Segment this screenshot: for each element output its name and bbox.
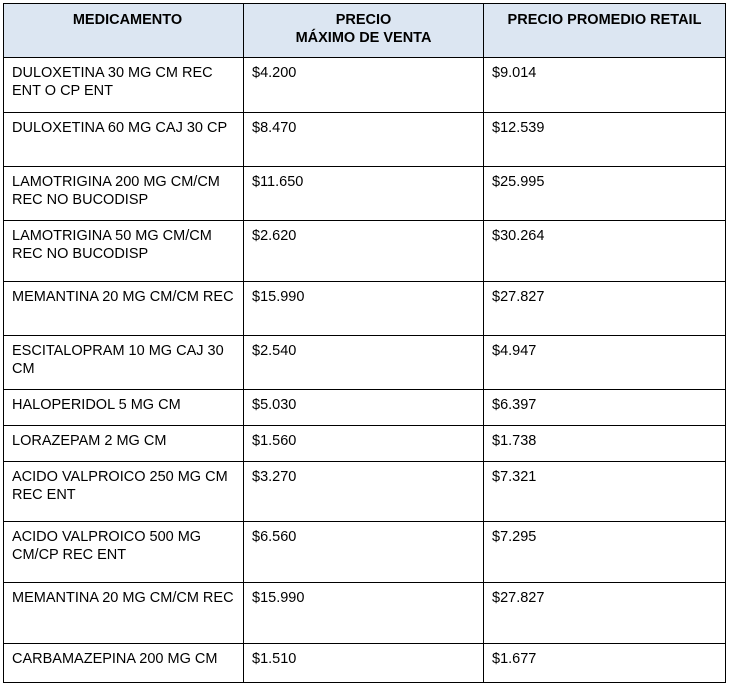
table-row — [4, 167, 726, 221]
precio-retail-cell: $27.827 — [484, 583, 726, 644]
header-precio-line2: MÁXIMO DE VENTA — [295, 30, 432, 46]
precio-maximo-cell: $2.540 — [244, 336, 484, 390]
precio-maximo-cell: $3.270 — [244, 462, 484, 522]
medicamento-cell: ESCITALOPRAM 10 MG CAJ 30 CM — [4, 336, 244, 390]
table-row — [4, 58, 726, 113]
precio-retail-cell: $25.995 — [484, 167, 726, 221]
table-row — [4, 522, 726, 583]
precio-retail-cell: $12.539 — [484, 113, 726, 167]
header-precio-maximo — [244, 4, 484, 58]
table-row — [4, 583, 726, 644]
precio-retail-cell: $27.827 — [484, 282, 726, 336]
price-table — [3, 3, 726, 683]
precio-retail-cell: $7.321 — [484, 462, 726, 522]
header-row — [4, 4, 726, 58]
precio-retail-cell: $30.264 — [484, 221, 726, 282]
medicamento-cell: DULOXETINA 30 MG CM REC ENT O CP ENT — [4, 58, 244, 113]
table-row — [4, 221, 726, 282]
table-row — [4, 113, 726, 167]
table-row — [4, 426, 726, 462]
medicamento-cell: LORAZEPAM 2 MG CM — [4, 426, 244, 462]
precio-retail-cell: $4.947 — [484, 336, 726, 390]
precio-maximo-cell: $8.470 — [244, 113, 484, 167]
medicamento-cell: MEMANTINA 20 MG CM/CM REC — [4, 282, 244, 336]
precio-maximo-cell: $15.990 — [244, 583, 484, 644]
medicamento-cell: CARBAMAZEPINA 200 MG CM — [4, 644, 244, 683]
precio-retail-cell: $9.014 — [484, 58, 726, 113]
table-row — [4, 462, 726, 522]
medicamento-cell: LAMOTRIGINA 50 MG CM/CM REC NO BUCODISP — [4, 221, 244, 282]
header-precio-retail: PRECIO PROMEDIO RETAIL — [484, 4, 726, 58]
precio-retail-cell: $1.677 — [484, 644, 726, 683]
precio-retail-cell: $1.738 — [484, 426, 726, 462]
table-row — [4, 390, 726, 426]
precio-retail-cell: $6.397 — [484, 390, 726, 426]
medicamento-cell: ACIDO VALPROICO 250 MG CM REC ENT — [4, 462, 244, 522]
table-row — [4, 644, 726, 683]
table-row — [4, 336, 726, 390]
header-medicamento: MEDICAMENTO — [4, 4, 244, 58]
medicamento-cell: MEMANTINA 20 MG CM/CM REC — [4, 583, 244, 644]
table-row — [4, 282, 726, 336]
precio-maximo-cell: $1.560 — [244, 426, 484, 462]
medicamento-cell: HALOPERIDOL 5 MG CM — [4, 390, 244, 426]
medicamento-cell: ACIDO VALPROICO 500 MG CM/CP REC ENT — [4, 522, 244, 583]
medicamento-cell: LAMOTRIGINA 200 MG CM/CM REC NO BUCODISP — [4, 167, 244, 221]
precio-maximo-cell: $5.030 — [244, 390, 484, 426]
precio-maximo-cell: $6.560 — [244, 522, 484, 583]
medicamento-cell: DULOXETINA 60 MG CAJ 30 CP — [4, 113, 244, 167]
precio-maximo-cell: $11.650 — [244, 167, 484, 221]
precio-retail-cell: $7.295 — [484, 522, 726, 583]
precio-maximo-cell: $1.510 — [244, 644, 484, 683]
precio-maximo-cell: $2.620 — [244, 221, 484, 282]
precio-maximo-cell: $4.200 — [244, 58, 484, 113]
header-precio-line1: PRECIO — [335, 12, 392, 28]
precio-maximo-cell: $15.990 — [244, 282, 484, 336]
